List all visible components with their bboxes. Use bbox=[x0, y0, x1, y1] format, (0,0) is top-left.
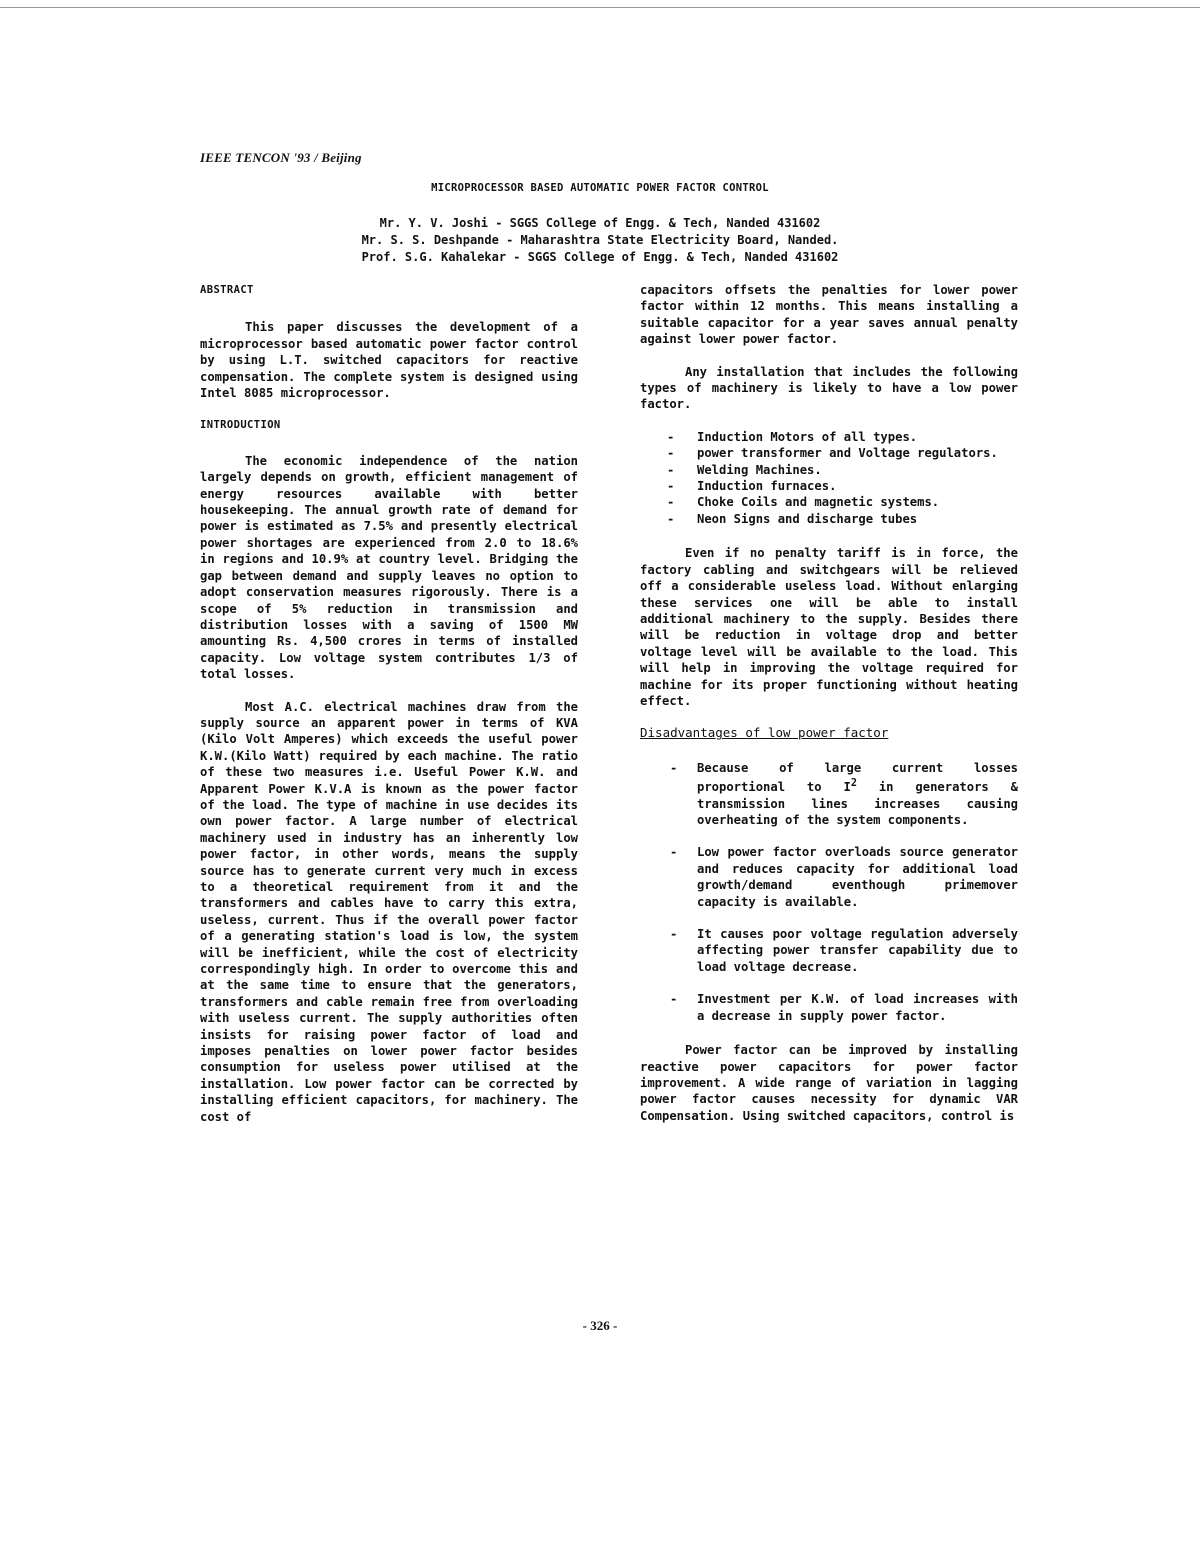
top-rule bbox=[0, 7, 1200, 8]
author-line: Mr. S. S. Deshpande - Maharashtra State Electricity Board, Nanded. bbox=[361, 233, 839, 247]
conference-header: IEEE TENCON '93 / Beijing bbox=[200, 150, 362, 165]
list-item: - Low power factor overloads source generator and reduces capacity for additional load growth/demand eventhough primemover capacity is available. bbox=[640, 844, 1018, 910]
introduction-heading: INTRODUCTION bbox=[200, 419, 281, 432]
right-column bbox=[640, 282, 1018, 1140]
paper-title: MICROPROCESSOR BASED AUTOMATIC POWER FACTOR CONTROL bbox=[431, 182, 769, 194]
list-item: - Welding Machines. bbox=[640, 462, 1018, 478]
exponent: 2 bbox=[850, 778, 857, 790]
disadvantage-text-end: in generators & transmission lines increases causing overheating of the system components. bbox=[697, 780, 1018, 828]
list-item bbox=[640, 760, 1018, 829]
author-block bbox=[0, 215, 1200, 266]
intro-paragraph-1: The economic independence of the nation largely depends on growth, efficient management of energy resources available with better housekeeping. The annual growth rate of demand for power is estimated as 7.5% and presently electrical power shortages are experienced from 2.0 to 18.6% in regions and 10.9% at country level. Bridging the gap between demand and supply leaves no option to adopt conservation measures rigorously. There is a scope of 5% reduction in transmission and distribution losses with a saving of 1500 MW amounting Rs. 4,500 crores in terms of installed capacity. Low voltage system contributes 1/3 of total losses. bbox=[200, 453, 578, 682]
list-item: - Induction furnaces. bbox=[640, 478, 1018, 494]
list-item: - power transformer and Voltage regulators. bbox=[640, 445, 1018, 461]
final-paragraph: Power factor can be improved by installing reactive power capacitors for power factor improvement. A wide range of variation in lagging power factor causes necessity for dynamic VAR Compensation. Using switched capacitors, control is bbox=[640, 1043, 1018, 1123]
abstract-paragraph: This paper discusses the development of a microprocessor based automatic power factor control by using L.T. switched capacitors for reactive compensation. The complete system is designed using Intel 8085 microprocessor. bbox=[200, 320, 578, 401]
page-number: - 326 - bbox=[582, 1318, 618, 1333]
abstract-heading: ABSTRACT bbox=[200, 284, 254, 296]
continued-paragraph: capacitors offsets the penalties for lower power factor within 12 months. This means installing a suitable capacitor for a year saves annual penalty against lower power factor. bbox=[640, 283, 1018, 347]
installation-paragraph: Any installation that includes the following types of machinery is likely to have a low power factor. bbox=[640, 364, 1018, 412]
disadvantages-heading: Disadvantages of low power factor bbox=[640, 725, 889, 741]
list-item: - Choke Coils and magnetic systems. bbox=[640, 494, 1018, 510]
author-line: Prof. S.G. Kahalekar - SGGS College of Engg. & Tech, Nanded 431602 bbox=[361, 250, 839, 264]
disadvantage-text-start: Because of large current losses proportional to I bbox=[697, 760, 1018, 795]
machinery-list bbox=[640, 429, 1018, 527]
author-line: Mr. Y. V. Joshi - SGGS College of Engg. & Tech, Nanded 431602 bbox=[379, 216, 821, 230]
list-item: - Induction Motors of all types. bbox=[640, 429, 1018, 445]
disadvantages-list bbox=[640, 760, 1018, 1024]
intro-paragraph-2: Most A.C. electrical machines draw from the supply source an apparent power in terms of KVA (Kilo Volt Amperes) which exceeds the useful power K.W.(Kilo Watt) required by each machine. The ratio of these two measures i.e. Useful Power K.W. and Apparent Power K.V.A is known as the power factor of the load. The type of machine in use decides its own power factor. A large number of electrical machinery used in industry has an inherently low power factor, in other words, means the supply source has to generate current very much in excess to a theoretical requirement from it and the transformers and cables have to carry this extra, useless, current. Thus if the overall power factor of a generating station's load is low, the system will be inefficient, while the cost of electricity correspondingly high. In order to overcome this and at the same time to ensure that the generators, transformers and cable remain free from overloading with useless current. The supply authorities often insists for raising power factor of load and imposes penalties on lower power factor besides consumption for useless power utilised at the installation. Low power factor can be corrected by installing efficient capacitors, for machinery. The cost of bbox=[200, 699, 578, 1124]
left-column bbox=[200, 282, 578, 1141]
list-item: - Neon Signs and discharge tubes bbox=[640, 511, 1018, 527]
penalty-paragraph: Even if no penalty tariff is in force, the factory cabling and switchgears will be relieved off a considerable useless load. Without enlarging these services one will be able to install additional machinery to the supply. Besides there will be reduction in voltage drop and better voltage level will be available to the load. This will help in improving the voltage required for machine for its proper functioning without heating effect. bbox=[640, 546, 1018, 708]
list-item: - It causes poor voltage regulation adversely affecting power transfer capability due to load voltage decrease. bbox=[640, 926, 1018, 975]
list-item: - Investment per K.W. of load increases with a decrease in supply power factor. bbox=[640, 991, 1018, 1024]
